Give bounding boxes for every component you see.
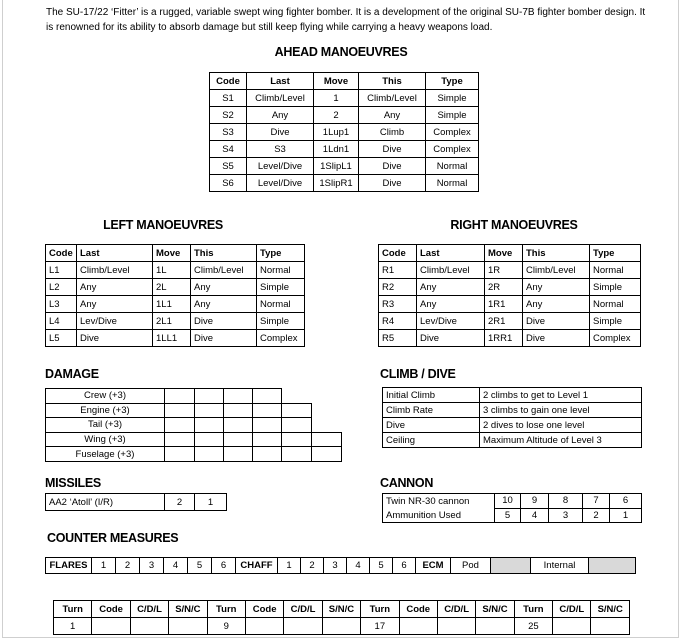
- column-header: Turn: [207, 601, 245, 618]
- counter-box[interactable]: 3: [140, 558, 164, 574]
- table-cell: Simple: [257, 279, 305, 296]
- missile-name: AA2 ‘Atoll’ (I/R): [46, 494, 165, 511]
- table-row: [210, 107, 479, 124]
- climb-dive-row: [383, 418, 642, 433]
- table-cell: Normal: [590, 296, 641, 313]
- column-header: Code: [399, 601, 437, 618]
- column-header: Code: [245, 601, 283, 618]
- counter-measures-title: COUNTER MEASURES: [47, 531, 179, 545]
- table-cell: Simple: [590, 279, 641, 296]
- column-header: This: [523, 245, 590, 262]
- counter-box[interactable]: Pod: [451, 558, 491, 574]
- ammo-box[interactable]: 7: [583, 494, 610, 509]
- table-cell: Complex: [257, 330, 305, 347]
- column-header: Last: [247, 73, 314, 90]
- turn-cell[interactable]: [553, 618, 591, 635]
- table-cell: Climb/Level: [77, 262, 153, 279]
- damage-row: [46, 389, 342, 404]
- turn-cell[interactable]: [399, 618, 437, 635]
- turn-cell[interactable]: [92, 618, 130, 635]
- climb-dive-table: [382, 387, 642, 448]
- counter-box[interactable]: 2: [116, 558, 140, 574]
- column-header: Turn: [54, 601, 92, 618]
- table-row: [379, 313, 641, 330]
- table-row: [379, 279, 641, 296]
- table-cell: Complex: [426, 124, 479, 141]
- table-cell: Any: [247, 107, 314, 124]
- damage-box[interactable]: [224, 447, 253, 462]
- cannon-label: Ammunition Used: [383, 508, 495, 523]
- table-cell: Normal: [257, 296, 305, 313]
- column-header: C/D/L: [130, 601, 168, 618]
- damage-box[interactable]: [165, 403, 195, 418]
- counter-box[interactable]: 4: [164, 558, 188, 574]
- table-cell: L1: [46, 262, 77, 279]
- table-cell: R3: [379, 296, 417, 313]
- counter-box[interactable]: Internal: [531, 558, 589, 574]
- climb-dive-value: 3 climbs to gain one level: [480, 403, 642, 418]
- table-cell: Any: [417, 296, 485, 313]
- table-cell: 1: [314, 90, 359, 107]
- damage-label: Fuselage (+3): [46, 447, 165, 462]
- table-header-row: [210, 73, 479, 90]
- column-header: Code: [210, 73, 247, 90]
- table-cell: S3: [247, 141, 314, 158]
- left-title: LEFT MANOEUVRES: [103, 218, 223, 232]
- turn-cell[interactable]: [437, 618, 475, 635]
- table-cell: Normal: [257, 262, 305, 279]
- column-header: Type: [257, 245, 305, 262]
- damage-table: [45, 388, 342, 462]
- ahead-title: AHEAD MANOEUVRES: [274, 45, 408, 59]
- ammo-box[interactable]: 6: [610, 494, 642, 509]
- table-cell: Dive: [77, 330, 153, 347]
- climb-dive-value: Maximum Altitude of Level 3: [480, 433, 642, 448]
- table-cell: Climb/Level: [523, 262, 590, 279]
- table-cell: 1LL1: [153, 330, 191, 347]
- climb-dive-label: Ceiling: [383, 433, 480, 448]
- table-cell: 1Lup1: [314, 124, 359, 141]
- turn-cell: 9: [207, 618, 245, 635]
- column-header: Type: [590, 245, 641, 262]
- cannon-row: [383, 508, 642, 523]
- climb-dive-label: Climb Rate: [383, 403, 480, 418]
- table-cell: R1: [379, 262, 417, 279]
- turn-cell: 25: [514, 618, 552, 635]
- left-manoeuvres-table: [45, 244, 305, 347]
- table-cell: 2R: [485, 279, 523, 296]
- damage-box[interactable]: [195, 447, 224, 462]
- climb-dive-value: 2 dives to lose one level: [480, 418, 642, 433]
- ecm-box[interactable]: [491, 558, 531, 574]
- table-cell: Dive: [247, 124, 314, 141]
- table-row: [210, 124, 479, 141]
- damage-box[interactable]: [282, 447, 312, 462]
- column-header: Move: [485, 245, 523, 262]
- table-row: [379, 330, 641, 347]
- counter-box[interactable]: 4: [347, 558, 370, 574]
- column-header: This: [191, 245, 257, 262]
- column-header: Code: [92, 601, 130, 618]
- table-row: [210, 175, 479, 192]
- table-cell: 1RR1: [485, 330, 523, 347]
- ammo-box[interactable]: 8: [549, 494, 583, 509]
- table-cell: L2: [46, 279, 77, 296]
- turn-cell[interactable]: [169, 618, 207, 635]
- empty-cell: [282, 389, 312, 404]
- table-cell: S3: [210, 124, 247, 141]
- empty-cell: [312, 418, 342, 433]
- damage-box[interactable]: [165, 447, 195, 462]
- damage-box[interactable]: [282, 418, 312, 433]
- counter-label: CHAFF: [236, 558, 278, 574]
- damage-label: Tail (+3): [46, 418, 165, 433]
- column-header: C/D/L: [437, 601, 475, 618]
- damage-row: [46, 447, 342, 462]
- damage-box[interactable]: [195, 389, 224, 404]
- column-header: Type: [426, 73, 479, 90]
- table-cell: Simple: [590, 313, 641, 330]
- missiles-table: [45, 493, 227, 511]
- table-cell: Level/Dive: [247, 158, 314, 175]
- cannon-title: CANNON: [380, 476, 434, 490]
- table-cell: Any: [417, 279, 485, 296]
- damage-box[interactable]: [282, 432, 312, 447]
- table-cell: 2: [314, 107, 359, 124]
- ammo-box[interactable]: 4: [521, 508, 549, 523]
- column-header: Code: [379, 245, 417, 262]
- counter-measures-row: [46, 558, 636, 574]
- damage-box[interactable]: [253, 432, 282, 447]
- table-cell: Any: [523, 296, 590, 313]
- turn-cell[interactable]: [591, 618, 630, 635]
- table-cell: 1SlipL1: [314, 158, 359, 175]
- table-cell: Normal: [426, 158, 479, 175]
- table-header-row: [46, 245, 305, 262]
- damage-box[interactable]: [195, 418, 224, 433]
- damage-row: [46, 403, 342, 418]
- table-row: [46, 296, 305, 313]
- damage-box[interactable]: [224, 418, 253, 433]
- table-cell: Climb: [359, 124, 426, 141]
- column-header: This: [359, 73, 426, 90]
- turn-cell[interactable]: [245, 618, 283, 635]
- damage-box[interactable]: [165, 389, 195, 404]
- table-cell: Climb/Level: [247, 90, 314, 107]
- ammo-box[interactable]: 3: [549, 508, 583, 523]
- table-cell: Any: [523, 279, 590, 296]
- damage-box[interactable]: [253, 389, 282, 404]
- table-cell: Dive: [523, 330, 590, 347]
- climb-dive-label: Dive: [383, 418, 480, 433]
- turn-cell: 1: [54, 618, 92, 635]
- counter-box[interactable]: 3: [324, 558, 347, 574]
- table-cell: Dive: [359, 158, 426, 175]
- table-cell: Simple: [426, 90, 479, 107]
- table-cell: Lev/Dive: [77, 313, 153, 330]
- damage-box[interactable]: [253, 418, 282, 433]
- ammo-box[interactable]: 1: [610, 508, 642, 523]
- damage-box[interactable]: [253, 447, 282, 462]
- damage-box[interactable]: [195, 432, 224, 447]
- damage-label: Engine (+3): [46, 403, 165, 418]
- damage-title: DAMAGE: [45, 367, 99, 381]
- table-cell: Dive: [359, 175, 426, 192]
- column-header: Last: [417, 245, 485, 262]
- damage-row: [46, 432, 342, 447]
- missiles-title: MISSILES: [45, 476, 101, 490]
- table-cell: 1SlipR1: [314, 175, 359, 192]
- table-cell: 2R1: [485, 313, 523, 330]
- table-cell: L4: [46, 313, 77, 330]
- turn-cell[interactable]: [284, 618, 322, 635]
- ammo-box[interactable]: 10: [495, 494, 521, 509]
- counter-box[interactable]: 6: [393, 558, 416, 574]
- table-row: [210, 90, 479, 107]
- damage-box[interactable]: [224, 389, 253, 404]
- column-header: S/N/C: [591, 601, 630, 618]
- table-cell: Any: [77, 296, 153, 313]
- turn-cell[interactable]: [130, 618, 168, 635]
- ecm-box[interactable]: [589, 558, 636, 574]
- table-row: [46, 330, 305, 347]
- table-row: [46, 279, 305, 296]
- column-header: Turn: [514, 601, 552, 618]
- table-cell: S1: [210, 90, 247, 107]
- table-cell: 2L1: [153, 313, 191, 330]
- table-cell: Normal: [426, 175, 479, 192]
- turn-cell: 17: [361, 618, 399, 635]
- table-cell: Simple: [257, 313, 305, 330]
- table-cell: Any: [77, 279, 153, 296]
- table-cell: Climb/Level: [191, 262, 257, 279]
- table-cell: Normal: [590, 262, 641, 279]
- counter-box[interactable]: 1: [278, 558, 301, 574]
- table-cell: R5: [379, 330, 417, 347]
- table-cell: Any: [191, 279, 257, 296]
- table-header-row: [379, 245, 641, 262]
- cannon-label: Twin NR-30 cannon: [383, 494, 495, 509]
- turn-cell[interactable]: [476, 618, 514, 635]
- table-row: [379, 296, 641, 313]
- table-cell: Dive: [191, 330, 257, 347]
- damage-box[interactable]: [165, 418, 195, 433]
- table-cell: 1Ldn1: [314, 141, 359, 158]
- counter-box[interactable]: 5: [370, 558, 393, 574]
- cannon-row: [383, 494, 642, 509]
- table-cell: Dive: [523, 313, 590, 330]
- ammo-box[interactable]: 9: [521, 494, 549, 509]
- damage-box[interactable]: [312, 447, 342, 462]
- damage-box[interactable]: [224, 403, 253, 418]
- counter-box[interactable]: 2: [301, 558, 324, 574]
- damage-row: [46, 418, 342, 433]
- table-cell: Climb/Level: [359, 90, 426, 107]
- damage-box[interactable]: [224, 432, 253, 447]
- table-cell: Dive: [359, 141, 426, 158]
- table-row: [46, 313, 305, 330]
- column-header: C/D/L: [284, 601, 322, 618]
- ammo-box[interactable]: 5: [495, 508, 521, 523]
- table-cell: 2L: [153, 279, 191, 296]
- table-cell: S5: [210, 158, 247, 175]
- table-cell: L5: [46, 330, 77, 347]
- cannon-table: [382, 493, 642, 523]
- table-cell: Complex: [426, 141, 479, 158]
- climb-dive-value: 2 climbs to get to Level 1: [480, 388, 642, 403]
- table-row: [210, 158, 479, 175]
- table-cell: Dive: [417, 330, 485, 347]
- climb-dive-title: CLIMB / DIVE: [380, 367, 456, 381]
- turn-header-row: [54, 601, 630, 618]
- counter-label: ECM: [416, 558, 451, 574]
- table-cell: Any: [191, 296, 257, 313]
- table-cell: Lev/Dive: [417, 313, 485, 330]
- climb-dive-row: [383, 433, 642, 448]
- table-cell: Simple: [426, 107, 479, 124]
- table-cell: R4: [379, 313, 417, 330]
- table-cell: S6: [210, 175, 247, 192]
- counter-box[interactable]: 1: [92, 558, 116, 574]
- empty-cell: [312, 389, 342, 404]
- table-cell: Complex: [590, 330, 641, 347]
- column-header: S/N/C: [322, 601, 360, 618]
- climb-dive-row: [383, 403, 642, 418]
- damage-box[interactable]: [312, 432, 342, 447]
- table-row: [210, 141, 479, 158]
- turn-row: [54, 618, 630, 635]
- damage-box[interactable]: [165, 432, 195, 447]
- turn-cell[interactable]: [322, 618, 360, 635]
- ammo-box[interactable]: 2: [583, 508, 610, 523]
- ahead-manoeuvres-table: [209, 72, 479, 192]
- intro-paragraph: The SU-17/22 ‘Fitter’ is a rugged, variable swept wing fighter bomber. It is a development of the original SU-7B fighter bomber design. It is renowned for its ability to absorb damage but still keep flying while carrying a heavy weapons load.: [46, 7, 646, 33]
- table-row: [46, 262, 305, 279]
- column-header: Turn: [361, 601, 399, 618]
- counter-label: FLARES: [46, 558, 92, 574]
- missile-count-box[interactable]: 1: [195, 494, 227, 511]
- counter-box[interactable]: 6: [212, 558, 236, 574]
- missile-count-box[interactable]: 2: [165, 494, 195, 511]
- damage-box[interactable]: [282, 403, 312, 418]
- empty-cell: [312, 403, 342, 418]
- table-cell: Climb/Level: [417, 262, 485, 279]
- column-header: Move: [153, 245, 191, 262]
- column-header: Code: [46, 245, 77, 262]
- right-title: RIGHT MANOEUVRES: [450, 218, 578, 232]
- table-cell: Dive: [191, 313, 257, 330]
- damage-box[interactable]: [253, 403, 282, 418]
- column-header: Move: [314, 73, 359, 90]
- column-header: C/D/L: [553, 601, 591, 618]
- counter-measures-table: [45, 557, 636, 574]
- right-manoeuvres-table: [378, 244, 641, 347]
- damage-label: Crew (+3): [46, 389, 165, 404]
- counter-box[interactable]: 5: [188, 558, 212, 574]
- damage-label: Wing (+3): [46, 432, 165, 447]
- table-cell: L3: [46, 296, 77, 313]
- table-cell: 1R: [485, 262, 523, 279]
- table-cell: S4: [210, 141, 247, 158]
- table-cell: R2: [379, 279, 417, 296]
- table-cell: 1L: [153, 262, 191, 279]
- table-cell: 1L1: [153, 296, 191, 313]
- column-header: Last: [77, 245, 153, 262]
- damage-box[interactable]: [195, 403, 224, 418]
- column-header: S/N/C: [169, 601, 207, 618]
- climb-dive-label: Initial Climb: [383, 388, 480, 403]
- table-cell: Level/Dive: [247, 175, 314, 192]
- climb-dive-row: [383, 388, 642, 403]
- table-cell: Any: [359, 107, 426, 124]
- table-cell: 1R1: [485, 296, 523, 313]
- table-cell: S2: [210, 107, 247, 124]
- table-row: [379, 262, 641, 279]
- column-header: S/N/C: [476, 601, 514, 618]
